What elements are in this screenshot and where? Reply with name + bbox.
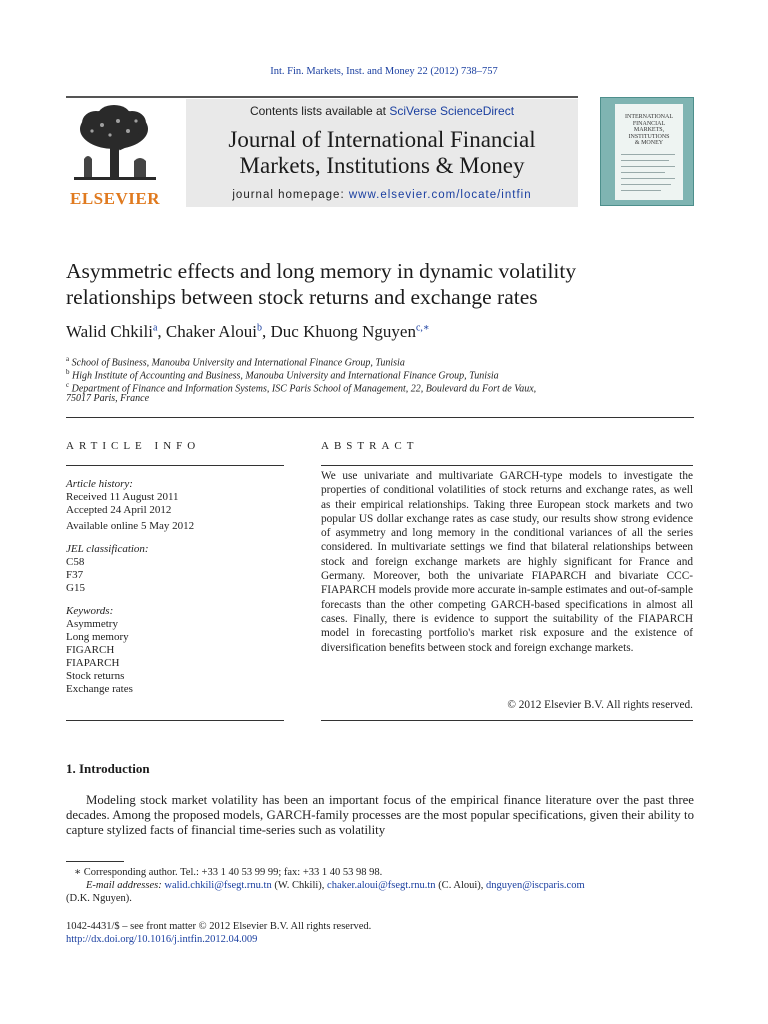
cover-title-line: INSTITUTIONS <box>628 133 670 140</box>
keyword: Stock returns <box>66 670 125 682</box>
issn-notice: 1042-4431/$ – see front matter © 2012 Elsevier B.V. All rights reserved. <box>66 921 372 932</box>
article-title-line2: relationships between stock returns and exchange rates <box>66 285 538 309</box>
abstract-top-rule <box>321 465 693 466</box>
affiliation-marker: b <box>66 368 70 376</box>
running-head[interactable]: Int. Fin. Markets, Inst. and Money 22 (2012) 738–757 <box>270 66 498 77</box>
author-separator: , <box>262 322 271 341</box>
jel-classification <box>66 543 284 595</box>
corresponding-author-note: ∗ Corresponding author. Tel.: +33 1 40 53 99 99; fax: +33 1 40 53 98 98. <box>74 867 383 878</box>
keywords-label: Keywords: <box>66 605 114 617</box>
article-title <box>66 258 706 310</box>
doi-link[interactable]: http://dx.doi.org/10.1016/j.intfin.2012.04.009 <box>66 934 258 945</box>
journal-cover-thumbnail <box>600 97 694 206</box>
abstract-heading: ABSTRACT <box>321 440 419 452</box>
affiliation-text: High Institute of Accounting and Business, Manouba University and International Finance Group, Tunisia <box>72 370 499 382</box>
copyright-notice: © 2012 Elsevier B.V. All rights reserved. <box>507 699 693 711</box>
keyword: Asymmetry <box>66 618 118 630</box>
affiliation-marker: a <box>66 355 70 363</box>
cover-text-line <box>621 178 675 179</box>
journal-title <box>186 127 578 179</box>
jel-code: G15 <box>66 582 85 594</box>
affiliation-marker: c <box>66 381 70 389</box>
footnote-rule <box>66 861 124 862</box>
affiliation-continued: 75017 Paris, France <box>66 393 150 404</box>
keyword: Long memory <box>66 631 129 643</box>
cover-title-line: FINANCIAL <box>632 120 666 127</box>
keyword: FIGARCH <box>66 644 115 656</box>
article-info-bottom-rule <box>66 720 284 721</box>
cover-page <box>615 104 683 200</box>
keyword: Exchange rates <box>66 683 133 695</box>
cover-title-line: MARKETS, <box>633 127 665 133</box>
email-addresses <box>66 879 694 892</box>
cover-text-line <box>621 172 665 173</box>
keywords <box>66 605 284 696</box>
cover-text-line <box>621 184 671 185</box>
cover-text-line <box>621 166 675 167</box>
keyword: FIAPARCH <box>66 657 120 669</box>
email-link[interactable]: dnguyen@iscparis.com <box>486 880 585 891</box>
abstract-body: We use univariate and multivariate GARCH-type models to investigate the properties of conditional volatilities of stock returns and exchange rates, as well as their empirical relationships. Taking three European stock markets and two popular US dollar exchange rates as case study, our results show strong evidence of asymmetry and long memory in the conditional variances of all the series considered. In multivariate settings we find that bilateral relationships between stock and foreign exchange markets are highly significant for France and Germany. Moreover, both the univariate FIAPARCH and bivariate CCC-FIAPARCH models provide more accurate in-sample estimates and out-of-sample forecasts than the other competing GARCH-based specifications in almost all cases. Finally, there is evidence to support the suitability of the FIAPARCH model in forecasting portfolio's market risk exposure and the existence of diversification benefits between stock and foreign exchange markets. <box>321 470 693 654</box>
section-divider <box>66 417 694 418</box>
email-owner: (W. Chkili), <box>271 880 328 891</box>
journal-title-line1: Journal of International Financial <box>228 127 536 152</box>
email-link[interactable]: chaker.aloui@fsegt.rnu.tn <box>327 880 436 891</box>
abstract-bottom-rule <box>321 720 693 721</box>
cover-text-line <box>621 190 661 191</box>
affiliation-text: School of Business, Manouba University and International Finance Group, Tunisia <box>71 357 405 369</box>
history-label: Article history: <box>66 478 133 490</box>
affiliation-text: Department of Finance and Information Systems, ISC Paris School of Management, 22, Boulevard du Fort de Vaux, <box>71 383 537 395</box>
sciencedirect-link[interactable]: SciVerse ScienceDirect <box>389 104 515 118</box>
journal-title-line2: Markets, Institutions & Money <box>239 153 525 178</box>
author-name: Chaker Aloui <box>165 322 258 341</box>
email-owner: (D.K. Nguyen). <box>66 893 132 904</box>
email-link[interactable]: walid.chkili@fsegt.rnu.tn <box>164 880 272 891</box>
available-date: Available online 5 May 2012 <box>66 520 195 532</box>
article-title-line1: Asymmetric effects and long memory in dynamic volatility <box>66 259 577 283</box>
banner-top-rule <box>66 96 578 98</box>
cover-title <box>615 114 683 147</box>
email-owner: (C. Aloui), <box>435 880 487 891</box>
author-affiliation-marker[interactable]: b <box>257 322 263 334</box>
introduction-body: Modeling stock market volatility has been an important focus of the empirical finance literature over the past three decades. Among the proposed models, GARCH-family processes are the most popular specifications, given their ability to capture stylized facts of financial time-series such as volatility <box>66 793 694 837</box>
author-name: Duc Khuong Nguyen <box>270 322 416 341</box>
cover-text-line <box>621 154 675 155</box>
footnotes <box>66 866 694 905</box>
author-affiliation-marker[interactable]: c,∗ <box>415 322 430 334</box>
article-info-top-rule <box>66 465 284 466</box>
homepage-link[interactable]: www.elsevier.com/locate/intfin <box>348 189 532 201</box>
contents-prefix: Contents lists available at <box>249 104 390 118</box>
author-list <box>66 322 706 342</box>
article-info-heading: ARTICLE INFO <box>66 440 201 452</box>
cover-title-line: INTERNATIONAL <box>625 114 673 120</box>
accepted-date: Accepted 24 April 2012 <box>66 504 172 516</box>
cover-title-line: & MONEY <box>634 140 664 146</box>
jel-label: JEL classification: <box>66 543 149 555</box>
journal-homepage <box>186 189 578 201</box>
jel-code: F37 <box>66 569 84 581</box>
introduction-heading: 1. Introduction <box>66 761 150 776</box>
article-history <box>66 478 284 533</box>
author-separator: , <box>157 322 166 341</box>
author-name: Walid Chkili <box>66 322 153 341</box>
article-info-panel <box>66 478 284 706</box>
contents-availability <box>186 104 578 118</box>
jel-code: C58 <box>66 556 85 568</box>
publisher-wordmark: ELSEVIER <box>70 189 160 208</box>
received-date: Received 11 August 2011 <box>66 491 179 503</box>
email-label: E-mail addresses: <box>86 880 162 891</box>
front-matter <box>66 920 694 946</box>
cover-text-line <box>621 160 669 161</box>
author-affiliation-marker[interactable]: a <box>152 322 158 334</box>
homepage-prefix: journal homepage: <box>232 189 349 201</box>
